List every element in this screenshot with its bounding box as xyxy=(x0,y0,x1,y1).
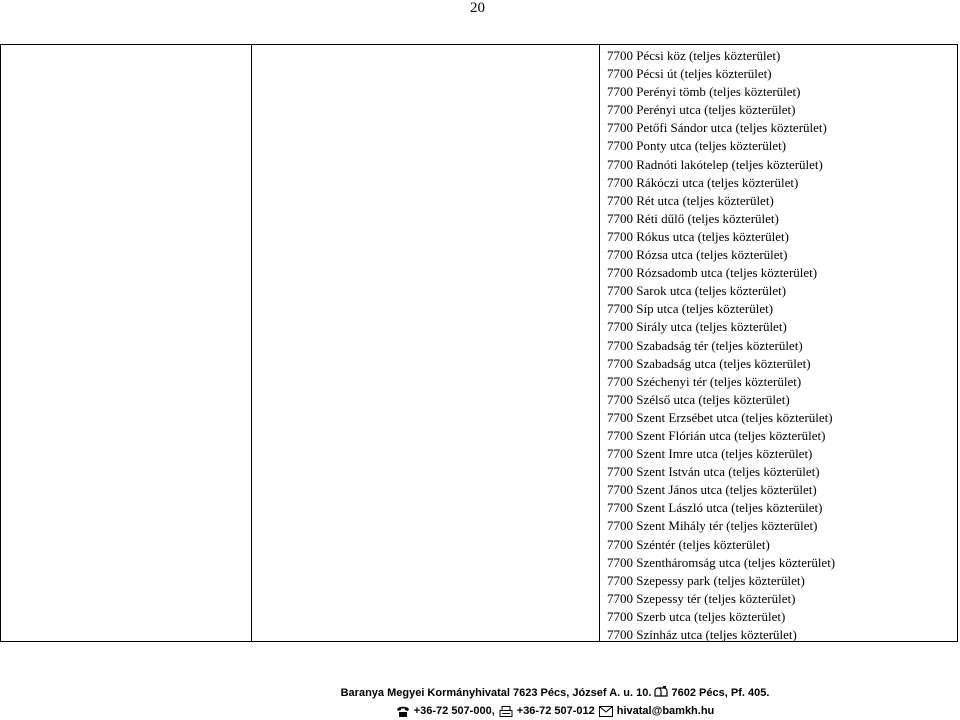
street-item: 7700 Réti dűlő (teljes közterület) xyxy=(607,210,779,226)
street-item: 7700 Szepessy tér (teljes közterület) xyxy=(607,590,796,606)
mailbox-icon xyxy=(654,686,668,697)
street-item: 7700 Perényi utca (teljes közterület) xyxy=(607,102,796,118)
table-column-1 xyxy=(1,45,252,641)
footer xyxy=(0,684,960,720)
street-item: 7700 Szent Imre utca (teljes közterület) xyxy=(607,446,813,462)
page-number: 20 xyxy=(470,0,485,16)
fax-icon xyxy=(499,706,513,717)
street-item: 7700 Szent János utca (teljes közterület) xyxy=(607,482,817,498)
street-item: 7700 Sarok utca (teljes közterület) xyxy=(607,283,787,299)
street-item: 7700 Radnóti lakótelep (teljes közterület) xyxy=(607,156,823,172)
footer-email[interactable]: hivatal@bamkh.hu xyxy=(616,705,715,717)
street-item: 7700 Szélső utca (teljes közterület) xyxy=(607,391,790,407)
street-item: 7700 Perényi tömb (teljes közterület) xyxy=(607,84,801,100)
street-item: 7700 Szent Erzsébet utca (teljes közterület) xyxy=(607,409,833,425)
street-item: 7700 Pécsi út (teljes közterület) xyxy=(607,66,772,82)
email-icon xyxy=(599,706,613,717)
footer-po-box: 7602 Pécs, Pf. 405. xyxy=(671,687,770,699)
street-item: 7700 Petőfi Sándor utca (teljes közterület) xyxy=(607,120,827,136)
street-item: 7700 Széchenyi tér (teljes közterület) xyxy=(607,373,802,389)
street-item: 7700 Szerb utca (teljes közterület) xyxy=(607,608,786,624)
footer-contact-line xyxy=(0,702,960,720)
street-item: 7700 Szent Flórián utca (teljes közterület) xyxy=(607,427,826,443)
street-item: 7700 Rózsa utca (teljes közterület) xyxy=(607,247,788,263)
street-item: 7700 Síp utca (teljes közterület) xyxy=(607,301,774,317)
street-item: 7700 Rózsadomb utca (teljes közterület) xyxy=(607,265,818,281)
street-item: 7700 Szabadság tér (teljes közterület) xyxy=(607,337,803,353)
street-item: 7700 Színház utca (teljes közterület) xyxy=(607,627,797,642)
street-item: 7700 Ponty utca (teljes közterület) xyxy=(607,138,787,154)
footer-address: Baranya Megyei Kormányhivatal 7623 Pécs, József A. u. 10. xyxy=(340,687,652,699)
footer-phone: +36-72 507-000, xyxy=(413,705,495,717)
street-item: 7700 Szepessy park (teljes közterület) xyxy=(607,572,805,588)
table-column-2 xyxy=(251,45,600,641)
street-item: 7700 Szent Mihály tér (teljes közterület) xyxy=(607,518,818,534)
street-item: 7700 Széntér (teljes közterület) xyxy=(607,536,770,552)
street-list xyxy=(607,47,835,644)
street-item: 7700 Szent István utca (teljes közterület) xyxy=(607,464,820,480)
street-item: 7700 Sirály utca (teljes közterület) xyxy=(607,319,787,335)
phone-icon xyxy=(396,706,410,717)
street-item: 7700 Szentháromság utca (teljes közterület) xyxy=(607,554,836,570)
street-item: 7700 Rókus utca (teljes közterület) xyxy=(607,228,789,244)
street-item: 7700 Rét utca (teljes közterület) xyxy=(607,192,774,208)
street-item: 7700 Rákóczi utca (teljes közterület) xyxy=(607,174,799,190)
street-item: 7700 Pécsi köz (teljes közterület) xyxy=(607,48,781,63)
footer-fax: +36-72 507-012 xyxy=(516,705,595,717)
footer-address-line xyxy=(0,684,960,702)
street-item: 7700 Szabadság utca (teljes közterület) xyxy=(607,355,811,371)
street-item: 7700 Szent László utca (teljes közterület) xyxy=(607,500,823,516)
